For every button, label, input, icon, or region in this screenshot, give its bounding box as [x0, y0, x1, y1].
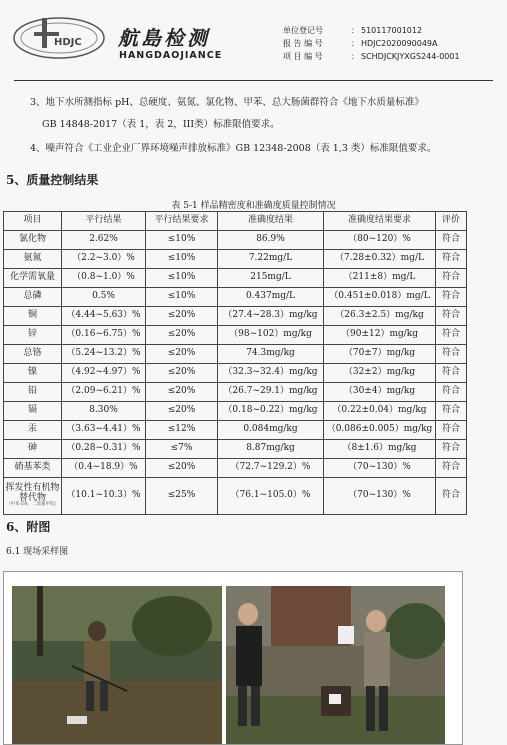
section-6-1-subtitle: 6.1 现场采样图 — [6, 547, 69, 557]
table-row — [4, 383, 467, 402]
table-row — [4, 402, 467, 421]
table-cell: 符合 — [436, 459, 467, 478]
table-cell: ≤7% — [146, 440, 218, 459]
conclusion-3-line1: 3、地下水所测指标 pH、总硬度、氨氮、氯化物、甲苯、总大肠菌群符合《地下水质量标准》 — [30, 97, 424, 108]
table-cell-item: 镍 — [4, 364, 62, 383]
table-cell: 符合 — [436, 345, 467, 364]
table-row — [4, 364, 467, 383]
table-cell-item: 砷 — [4, 440, 62, 459]
meta-registration: 单位登记号 ： 510117001012 — [283, 26, 423, 35]
table-cell: 86.9% — [218, 231, 324, 250]
svg-text:HDJC: HDJC — [54, 37, 82, 48]
table-cell: （26.3±2.5）mg/kg — [324, 307, 436, 326]
table-cell: 0.5% — [62, 288, 146, 307]
table-cell: （72.7~129.2）% — [218, 459, 324, 478]
section-6-title: 6、附图 — [6, 520, 51, 534]
table-cell-item: 锌 — [4, 326, 62, 345]
table-cell: 符合 — [436, 478, 467, 515]
table-cell: （70~130）% — [324, 459, 436, 478]
table-cell: ≤10% — [146, 250, 218, 269]
sampling-photo-1 — [12, 586, 222, 744]
table-cell: ≤10% — [146, 269, 218, 288]
report-header — [0, 0, 507, 78]
table-cell-item: 氯化物 — [4, 231, 62, 250]
table-cell: （0.8~1.0）% — [62, 269, 146, 288]
table-row — [4, 231, 467, 250]
table-cell: 符合 — [436, 250, 467, 269]
table-cell: （0.28~0.31）% — [62, 440, 146, 459]
table-cell: （211±8）mg/L — [324, 269, 436, 288]
table-cell: （26.7~29.1）mg/kg — [218, 383, 324, 402]
table-cell: ≤20% — [146, 383, 218, 402]
photo-frame — [3, 571, 463, 745]
table-row — [4, 326, 467, 345]
table-cell: 符合 — [436, 440, 467, 459]
table-row — [4, 421, 467, 440]
sampling-photo-2 — [226, 586, 445, 744]
table-row — [4, 459, 467, 478]
report-meta — [283, 25, 460, 64]
table-cell: 符合 — [436, 326, 467, 345]
table-cell: ≤25% — [146, 478, 218, 515]
table-cell: （0.086±0.005）mg/kg — [324, 421, 436, 440]
table-row — [4, 345, 467, 364]
table-cell: （80~120）% — [324, 231, 436, 250]
table-cell: （30±4）mg/kg — [324, 383, 436, 402]
table-cell: （0.18~0.22）mg/kg — [218, 402, 324, 421]
table-cell: 符合 — [436, 269, 467, 288]
table-cell: （70~130）% — [324, 478, 436, 515]
table-cell: （32.3~32.4）mg/kg — [218, 364, 324, 383]
table-row — [4, 478, 467, 515]
brand-name: 航島检测 — [118, 26, 210, 50]
table-cell-item: 铜 — [4, 307, 62, 326]
table-cell-item: 总铬 — [4, 345, 62, 364]
table-cell: （8±1.6）mg/kg — [324, 440, 436, 459]
table-cell: ≤20% — [146, 326, 218, 345]
table-header-row — [4, 212, 467, 231]
table-cell: 215mg/L — [218, 269, 324, 288]
table-cell-item: 镉 — [4, 402, 62, 421]
table-cell: 符合 — [436, 364, 467, 383]
table-cell: （7.28±0.32）mg/L — [324, 250, 436, 269]
table-cell: 符合 — [436, 402, 467, 421]
table-cell: ≤20% — [146, 364, 218, 383]
col-header-parallel-req: 平行结果要求 — [146, 212, 218, 231]
table-cell: 符合 — [436, 307, 467, 326]
table-cell-item: 汞 — [4, 421, 62, 440]
table-cell-note: （甲苯-D8，二溴氟甲烷） — [6, 502, 59, 508]
col-header-accuracy: 准确度结果 — [218, 212, 324, 231]
conclusion-3-line2: GB 14848-2017（表 1，表 2，III类）标准限值要求。 — [42, 119, 280, 130]
table-cell: 符合 — [436, 421, 467, 440]
table-cell: ≤20% — [146, 307, 218, 326]
table-cell: ≤20% — [146, 345, 218, 364]
table-cell: 7.22mg/L — [218, 250, 324, 269]
table-cell: 0.084mg/kg — [218, 421, 324, 440]
col-header-accuracy-req: 准确度结果要求 — [324, 212, 436, 231]
company-logo — [12, 12, 107, 64]
meta-report-number: 报 告 编 号 ： HDJC2020090049A — [283, 39, 438, 48]
header-divider — [14, 80, 493, 81]
table-cell: （27.4~28.3）mg/kg — [218, 307, 324, 326]
table-cell: ≤12% — [146, 421, 218, 440]
table-cell: （4.92~4.97）% — [62, 364, 146, 383]
quality-control-table — [3, 211, 467, 515]
table-cell: （2.09~6.21）% — [62, 383, 146, 402]
table-row — [4, 307, 467, 326]
table-cell-item: 总磷 — [4, 288, 62, 307]
table-cell: （0.22±0.04）mg/kg — [324, 402, 436, 421]
table-cell: 符合 — [436, 383, 467, 402]
col-header-evaluation: 评价 — [436, 212, 467, 231]
table-cell: 符合 — [436, 288, 467, 307]
table-cell: （0.16~6.75）% — [62, 326, 146, 345]
conclusion-4: 4、噪声符合《工业企业厂界环境噪声排放标准》GB 12348-2008（表 1,3 类）标准限值要求。 — [30, 143, 437, 154]
table-cell: 8.87mg/kg — [218, 440, 324, 459]
table-cell: ≤10% — [146, 288, 218, 307]
table-cell: 74.3mg/kg — [218, 345, 324, 364]
table-row — [4, 440, 467, 459]
col-header-parallel: 平行结果 — [62, 212, 146, 231]
table-row — [4, 269, 467, 288]
table-caption: 表 5-1 样品精密度和准确度质量控制情况 — [171, 201, 336, 211]
table-cell: （2.2~3.0）% — [62, 250, 146, 269]
table-cell-item: 铅 — [4, 383, 62, 402]
brand-english-name: HANGDAOJIANCE — [119, 50, 223, 61]
table-cell: （70±7）mg/kg — [324, 345, 436, 364]
table-cell: ≤20% — [146, 402, 218, 421]
table-cell: （90±12）mg/kg — [324, 326, 436, 345]
section-5-title: 5、质量控制结果 — [6, 173, 99, 187]
table-cell: ≤10% — [146, 231, 218, 250]
table-cell: ≤20% — [146, 459, 218, 478]
table-cell: （10.1~10.3）% — [62, 478, 146, 515]
table-cell: 2.62% — [62, 231, 146, 250]
table-cell: （0.451±0.018）mg/L — [324, 288, 436, 307]
table-cell: （3.63~4.41）% — [62, 421, 146, 440]
table-cell-item: 化学需氧量 — [4, 269, 62, 288]
table-cell-item: 硝基苯类 — [4, 459, 62, 478]
col-header-item: 项目 — [4, 212, 62, 231]
table-cell: （98~102）mg/kg — [218, 326, 324, 345]
table-cell: （32±2）mg/kg — [324, 364, 436, 383]
meta-project-number: 项 目 编 号 ： SCHDJCKJYXGS244-0001 — [283, 52, 460, 61]
table-cell: （76.1~105.0）% — [218, 478, 324, 515]
table-cell: 0.437mg/L — [218, 288, 324, 307]
table-cell: （0.4~18.9）% — [62, 459, 146, 478]
table-row — [4, 250, 467, 269]
table-cell: 符合 — [436, 231, 467, 250]
table-cell: （5.24~13.2）% — [62, 345, 146, 364]
table-cell-item: 氨氮 — [4, 250, 62, 269]
table-row — [4, 288, 467, 307]
table-cell: （4.44~5.63）% — [62, 307, 146, 326]
table-cell: 8.30% — [62, 402, 146, 421]
table-cell-item: 挥发性有机物替代物 （甲苯-D8，二溴氟甲烷） — [4, 478, 62, 515]
